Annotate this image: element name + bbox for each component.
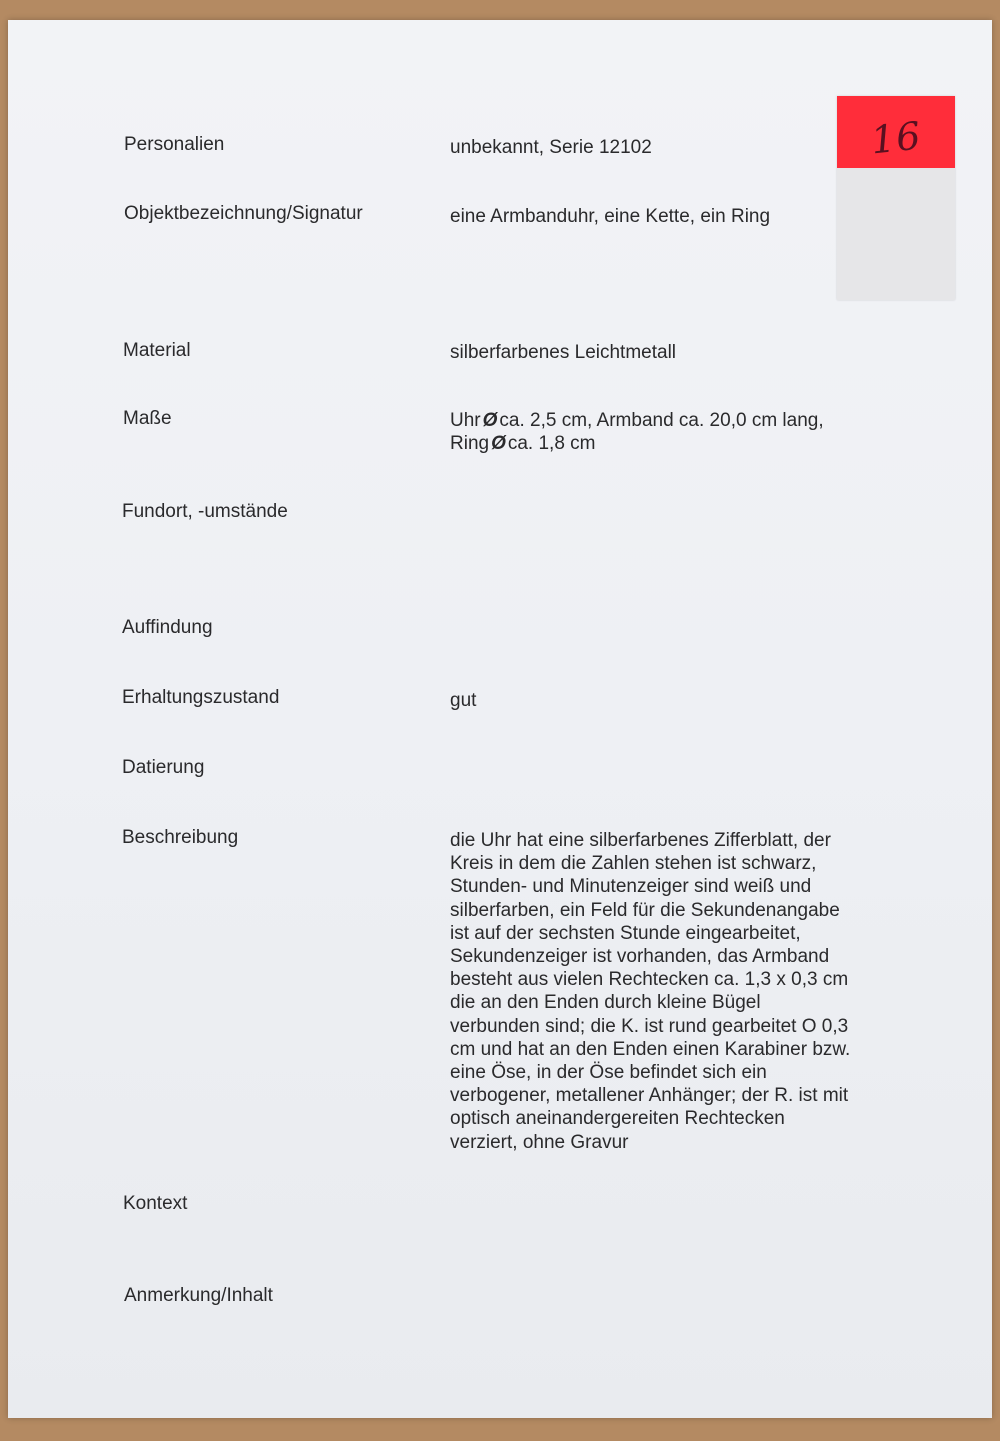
label-kontext: Kontext <box>123 1193 188 1214</box>
description-line: silberfarben, ein Feld für die Sekundenangabe <box>450 899 840 921</box>
value-masse <box>450 409 890 455</box>
label-auffindung: Auffindung <box>122 617 213 638</box>
label-material: Material <box>123 340 191 361</box>
inventory-number: 16 <box>868 113 924 163</box>
label-masse: Maße <box>123 408 172 429</box>
description-line: Sekundenzeiger ist vorhanden, das Armband <box>450 946 830 968</box>
label-personalien: Personalien <box>124 134 225 155</box>
description-line: besteht aus vielen Rechtecken ca. 1,3 x 0,3 cm <box>450 969 849 991</box>
description-line: verbunden sind; die K. ist rund gearbeitet O 0,3 <box>450 1015 849 1037</box>
masse-line-1 <box>450 409 890 432</box>
description-line: eine Öse, in der Öse befindet sich ein <box>450 1062 767 1084</box>
masse-uhr-word: Uhr <box>450 410 481 431</box>
value-erhaltungszustand: gut <box>450 690 477 711</box>
value-material: silberfarbenes Leichtmetall <box>450 342 677 363</box>
description-line: ist auf der sechsten Stunde eingearbeitet, <box>450 922 801 944</box>
diameter-symbol-icon: Ø <box>482 410 498 431</box>
description-line: Stunden- und Minutenzeiger sind weiß und <box>450 876 812 898</box>
description-line: Kreis in dem die Zahlen stehen ist schwarz, <box>450 853 817 875</box>
inventory-label <box>837 96 955 300</box>
label-anmerkung: Anmerkung/Inhalt <box>124 1285 273 1306</box>
value-objektbezeichnung: eine Armbanduhr, eine Kette, ein Ring <box>450 206 771 227</box>
value-beschreibung <box>450 829 890 1154</box>
description-line: verbogener, metallener Anhänger; der R. ist mit <box>450 1085 849 1107</box>
value-personalien: unbekannt, Serie 12102 <box>450 137 652 158</box>
description-line: cm und hat an den Enden einen Karabiner bzw. <box>450 1038 851 1060</box>
label-datierung: Datierung <box>122 757 205 778</box>
description-line: optisch aneinandergereiten Rechtecken <box>450 1108 785 1130</box>
masse-line-2 <box>450 432 890 455</box>
label-beschreibung: Beschreibung <box>122 827 239 848</box>
label-objektbezeichnung: Objektbezeichnung/Signatur <box>124 203 363 224</box>
label-fundort: Fundort, -umstände <box>122 501 288 522</box>
description-line: die Uhr hat eine silberfarbenes Zifferblatt, der <box>450 830 831 851</box>
description-line: verziert, ohne Gravur <box>450 1131 629 1153</box>
masse-ring-text: ca. 1,8 cm <box>507 433 596 455</box>
diameter-symbol-icon: Ø <box>491 433 506 455</box>
masse-ring-word: Ring <box>450 433 490 455</box>
description-line: die an den Enden durch kleine Bügel <box>450 992 761 1014</box>
label-erhaltungszustand: Erhaltungszustand <box>122 687 280 708</box>
masse-uhr-text: ca. 2,5 cm, Armband ca. 20,0 cm lang, <box>499 410 824 431</box>
